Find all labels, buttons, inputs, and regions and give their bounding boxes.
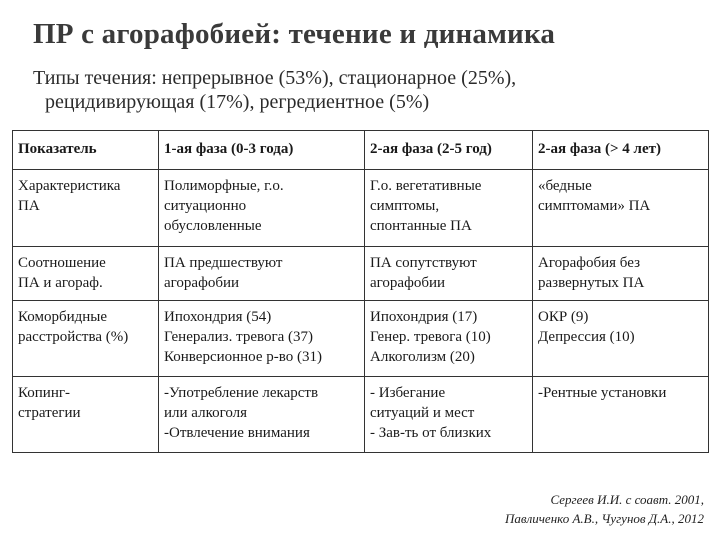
cell-text: Ипохондрия (54) — [164, 309, 272, 325]
cell-text: ПА и агораф. — [18, 275, 103, 291]
table-cell — [365, 170, 533, 247]
cell-text: агорафобии — [164, 275, 239, 291]
cell-text: ОКР (9) — [538, 309, 589, 325]
cell-text: Конверсионное р-во (31) — [164, 349, 322, 365]
cell-text: Генер. тревога (10) — [370, 329, 491, 345]
table-header-row — [13, 131, 709, 170]
subtitle-line-2: рецидивирующая (17%), регредиентное (5%) — [45, 91, 430, 113]
cell-text: Агорафобия без — [538, 255, 640, 271]
cell-text: - Зав-ть от близких — [370, 425, 492, 441]
table-cell — [159, 247, 365, 301]
cell-text: или алкоголя — [164, 405, 248, 421]
table-cell — [365, 301, 533, 377]
table-cell — [533, 301, 709, 377]
cell-text: обусловленные — [164, 218, 262, 234]
table-cell — [13, 301, 159, 377]
citation — [505, 490, 704, 528]
course-types-subtitle — [33, 66, 516, 114]
table-cell — [159, 301, 365, 377]
cell-text: ситуационно — [164, 198, 247, 214]
cell-text: Характеристика — [18, 178, 121, 194]
citation-line-1: Сергеев И.И. с соавт. 2001, — [550, 492, 704, 507]
table-cell — [159, 170, 365, 247]
table-cell — [533, 377, 709, 453]
cell-text: симптомами» ПА — [538, 198, 651, 214]
cell-text: Депрессия (10) — [538, 329, 635, 345]
cell-text: развернутых ПА — [538, 275, 645, 291]
cell-text: Полиморфные, г.о. — [164, 178, 284, 194]
header-phase-2: 2-ая фаза (2-5 год) — [365, 131, 533, 170]
cell-text: -Употребление лекарств — [164, 385, 319, 401]
table-cell — [13, 247, 159, 301]
table-cell — [365, 377, 533, 453]
cell-text: - Избегание — [370, 385, 446, 401]
header-phase-3: 2-ая фаза (> 4 лет) — [533, 131, 709, 170]
table-cell — [13, 377, 159, 453]
cell-text: Соотношение — [18, 255, 106, 271]
cell-text: Ипохондрия (17) — [370, 309, 478, 325]
cell-text: -Отвлечение внимания — [164, 425, 310, 441]
cell-text: -Рентные установки — [538, 385, 667, 401]
table-cell — [365, 247, 533, 301]
cell-text: Г.о. вегетативные — [370, 178, 482, 194]
cell-text: Генерализ. тревога (37) — [164, 329, 314, 345]
table-row — [13, 301, 709, 377]
cell-text: симптомы, — [370, 198, 440, 214]
table-cell — [533, 170, 709, 247]
cell-text: спонтанные ПА — [370, 218, 472, 234]
table-cell — [533, 247, 709, 301]
table-row — [13, 377, 709, 453]
cell-text: стратегии — [18, 405, 81, 421]
table-row — [13, 170, 709, 247]
citation-line-2: Павличенко А.В., Чугунов Д.А., 2012 — [505, 511, 704, 526]
header-indicator: Показатель — [13, 131, 159, 170]
table-cell — [159, 377, 365, 453]
cell-text: Копинг- — [18, 385, 70, 401]
phases-table — [12, 130, 709, 453]
cell-text: «бедные — [538, 178, 592, 194]
cell-text: расстройства (%) — [18, 329, 129, 345]
table-row — [13, 247, 709, 301]
header-phase-1: 1-ая фаза (0-3 года) — [159, 131, 365, 170]
subtitle-line-1: Типы течения: непрерывное (53%), стационарное (25%), — [33, 67, 517, 89]
cell-text: ПА предшествуют — [164, 255, 283, 271]
cell-text: ПА — [18, 198, 40, 214]
table-cell — [13, 170, 159, 247]
cell-text: Алкоголизм (20) — [370, 349, 475, 365]
cell-text: ситуаций и мест — [370, 405, 475, 421]
cell-text: ПА сопутствуют — [370, 255, 477, 271]
slide-title: ПР с агорафобией: течение и динамика — [33, 18, 556, 50]
cell-text: Коморбидные — [18, 309, 108, 325]
cell-text: агорафобии — [370, 275, 445, 291]
